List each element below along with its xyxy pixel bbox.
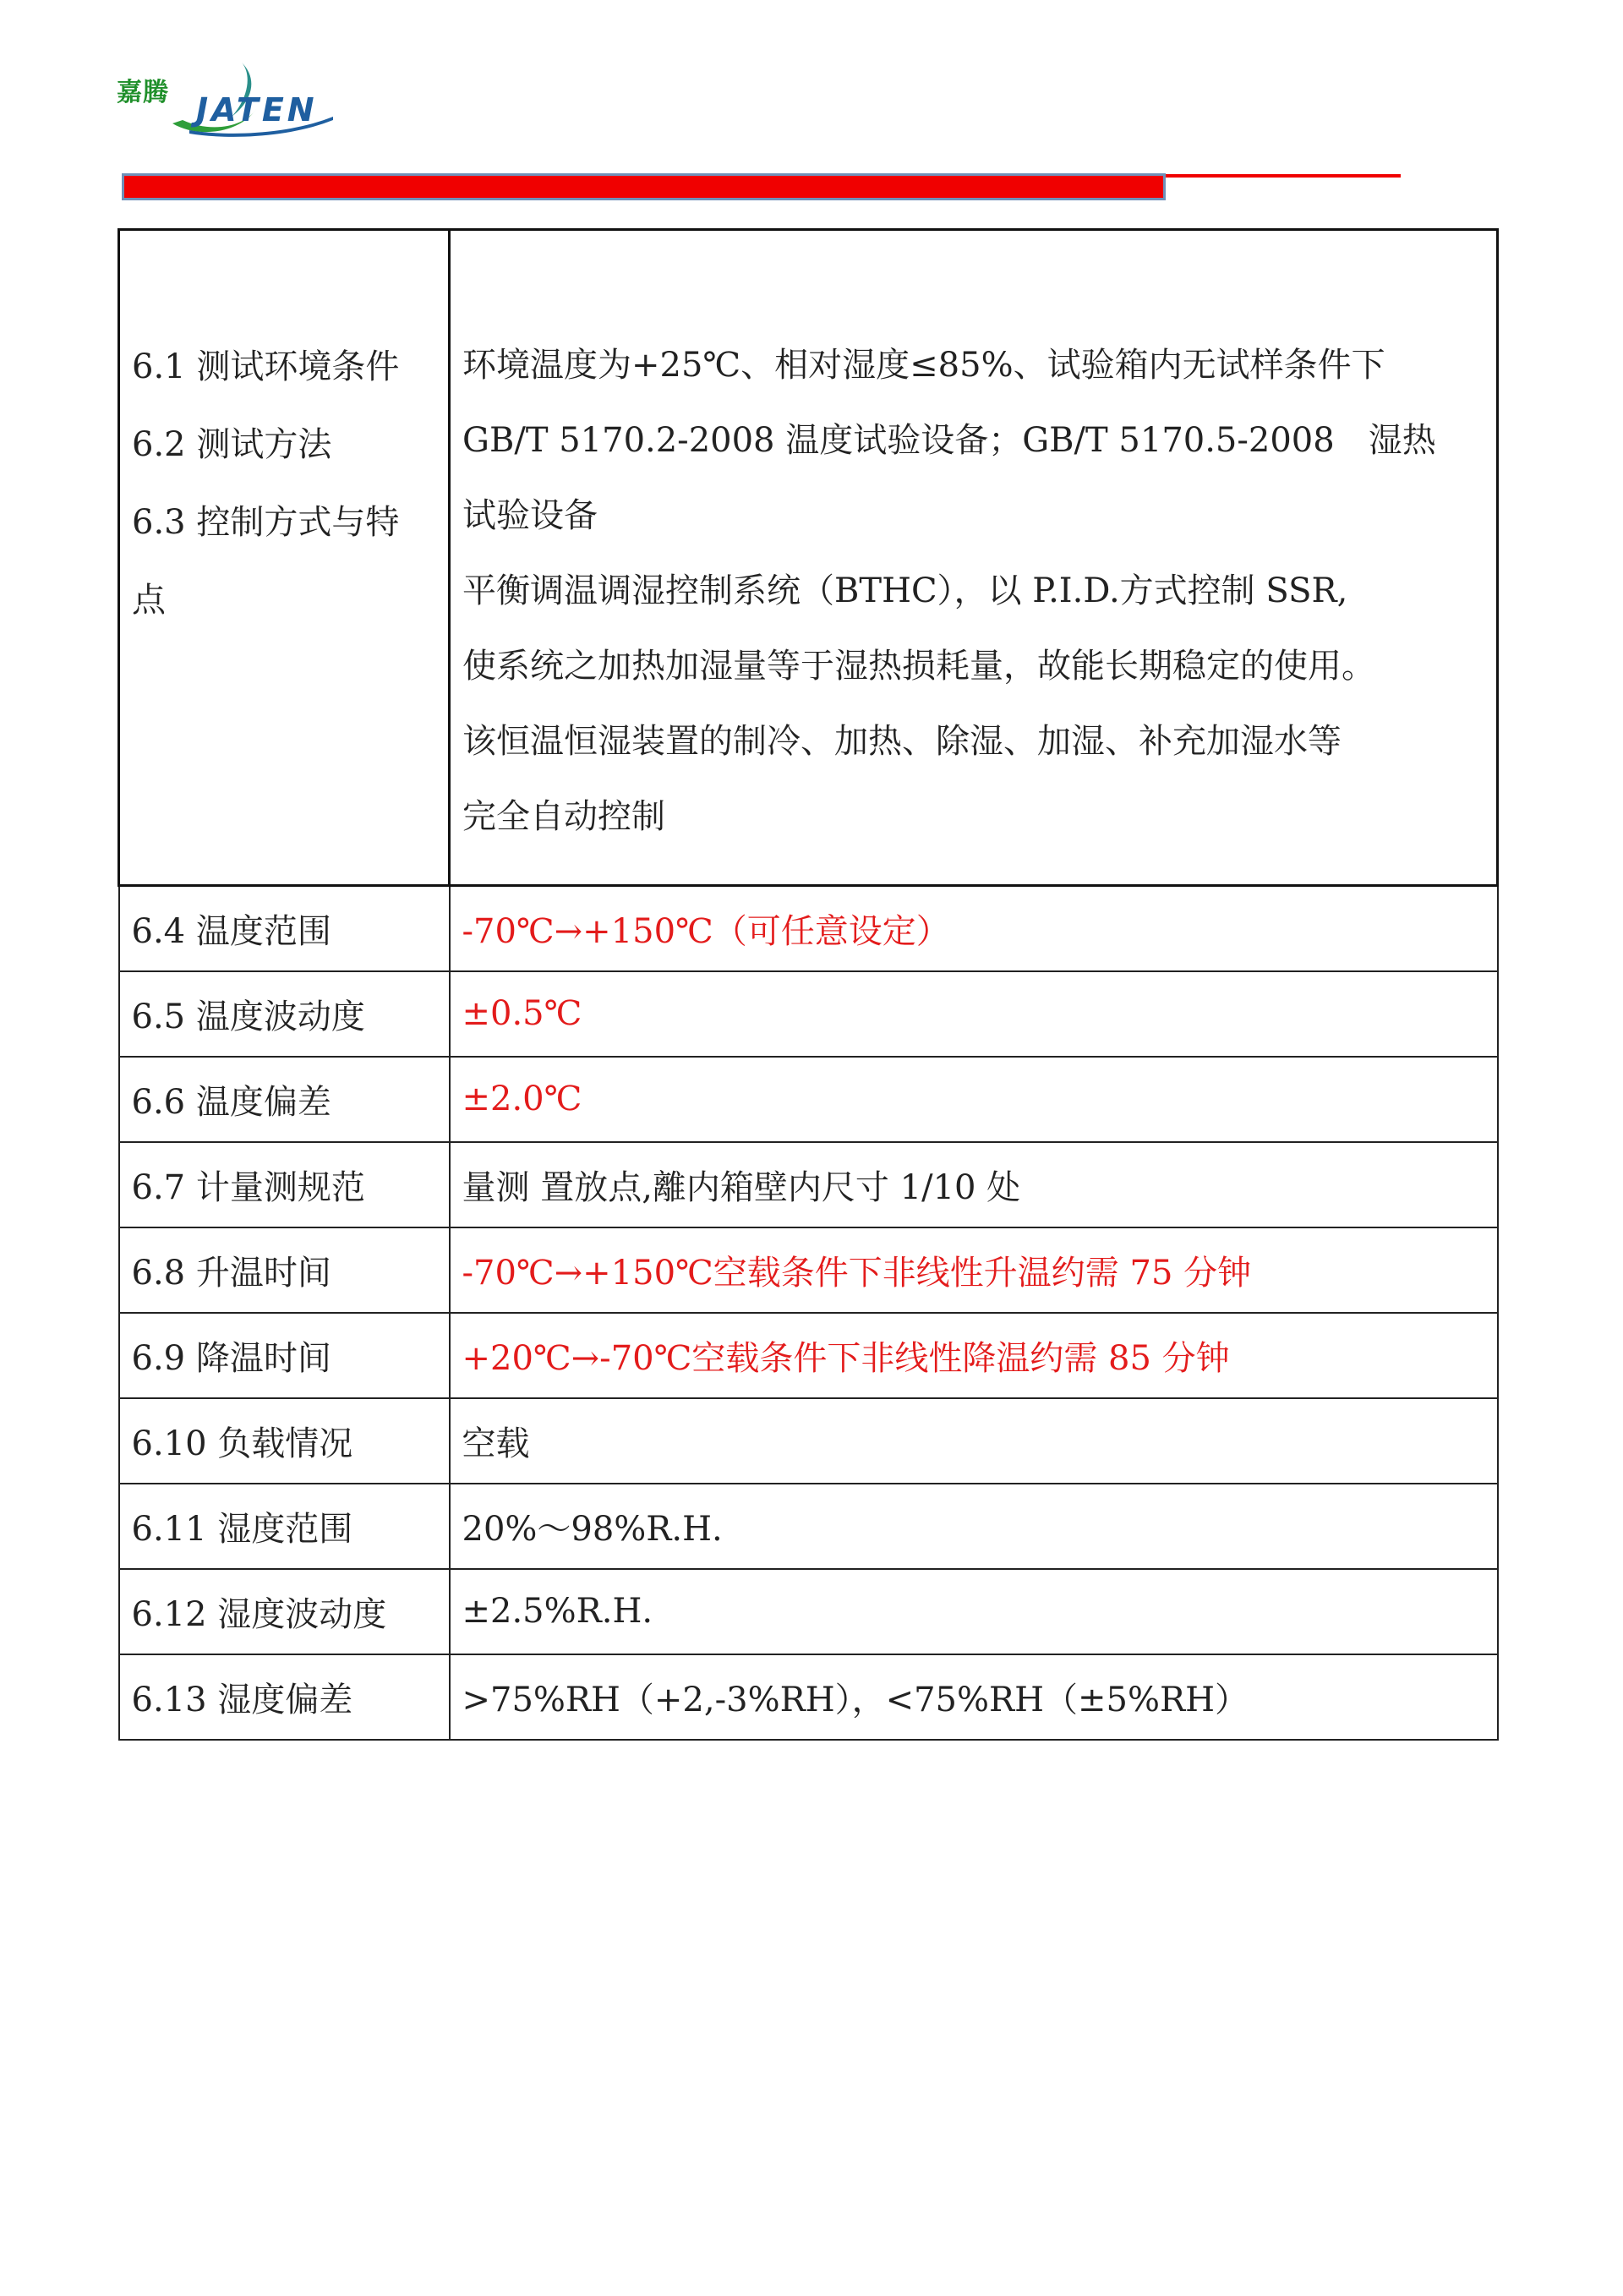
table-row — [119, 1654, 1498, 1740]
row-value: ±2.5%R.H. — [450, 1569, 1498, 1654]
row-value-line: 环境温度为+25℃、相对湿度≤85%、试验箱内无试样条件下 — [462, 346, 1385, 385]
row-label: 6.5 温度波动度 — [119, 971, 450, 1057]
row-label: 6.9 降温时间 — [119, 1313, 450, 1398]
row-label: 6.7 计量测规范 — [119, 1142, 450, 1227]
table-row — [119, 230, 1498, 886]
row-value-cell — [450, 230, 1498, 886]
row-label: 6.11 湿度范围 — [119, 1484, 450, 1569]
table-row — [119, 1398, 1498, 1484]
row-value-line: 使系统之加热加湿量等于湿热损耗量，故能长期稳定的使用。 — [462, 647, 1375, 686]
row-label: 点 — [132, 581, 166, 620]
row-value: ±2.0℃ — [450, 1057, 1498, 1142]
row-label-cell — [119, 230, 450, 886]
table-row — [119, 1313, 1498, 1398]
row-value: -70℃→+150℃空载条件下非线性升温约需 75 分钟 — [450, 1227, 1498, 1313]
row-value: 空载 — [450, 1398, 1498, 1484]
logo-text-en: JATEN — [196, 91, 318, 128]
row-label: 6.1 测试环境条件 — [132, 347, 400, 386]
row-value: 量测 置放点,離内箱壁内尺寸 1/10 处 — [450, 1142, 1498, 1227]
row-label: 6.12 湿度波动度 — [119, 1569, 450, 1654]
row-value: >75%RH（+2,-3%RH），<75%RH（±5%RH） — [450, 1654, 1498, 1740]
row-value: 20%～98%R.H. — [450, 1484, 1498, 1569]
row-value-line: 该恒温恒湿装置的制冷、加热、除湿、加湿、补充加湿水等 — [462, 722, 1342, 761]
row-value-line: 完全自动控制 — [462, 797, 665, 836]
row-value-line: GB/T 5170.2-2008 温度试验设备；GB/T 5170.5-2008 湿热 — [462, 421, 1436, 460]
table-row — [119, 1569, 1498, 1654]
row-value-line: 试验设备 — [462, 496, 598, 535]
row-label: 6.4 温度范围 — [119, 886, 450, 971]
logo-text-cn: 嘉腾 — [117, 78, 169, 107]
spec-table — [117, 228, 1499, 1741]
row-value-line: 平衡调温调湿控制系统（BTHC），以 P.I.D.方式控制 SSR, — [462, 571, 1348, 610]
table-row — [119, 1227, 1498, 1313]
header-red-bar — [122, 173, 1166, 200]
row-label: 6.10 负载情况 — [119, 1398, 450, 1484]
table-row — [119, 1142, 1498, 1227]
row-value: -70℃→+150℃（可任意设定） — [450, 886, 1498, 971]
table-row — [119, 1057, 1498, 1142]
row-label: 6.3 控制方式与特 — [132, 503, 400, 542]
row-label: 6.2 测试方法 — [132, 425, 332, 464]
table-row — [119, 886, 1498, 971]
row-label: 6.6 温度偏差 — [119, 1057, 450, 1142]
row-value: +20℃→-70℃空载条件下非线性降温约需 85 分钟 — [450, 1313, 1498, 1398]
table-row — [119, 971, 1498, 1057]
header-red-line — [1166, 174, 1401, 178]
row-label: 6.13 湿度偏差 — [119, 1654, 450, 1740]
table-row — [119, 1484, 1498, 1569]
row-value: ±0.5℃ — [450, 971, 1498, 1057]
row-label: 6.8 升温时间 — [119, 1227, 450, 1313]
company-logo — [117, 57, 328, 139]
